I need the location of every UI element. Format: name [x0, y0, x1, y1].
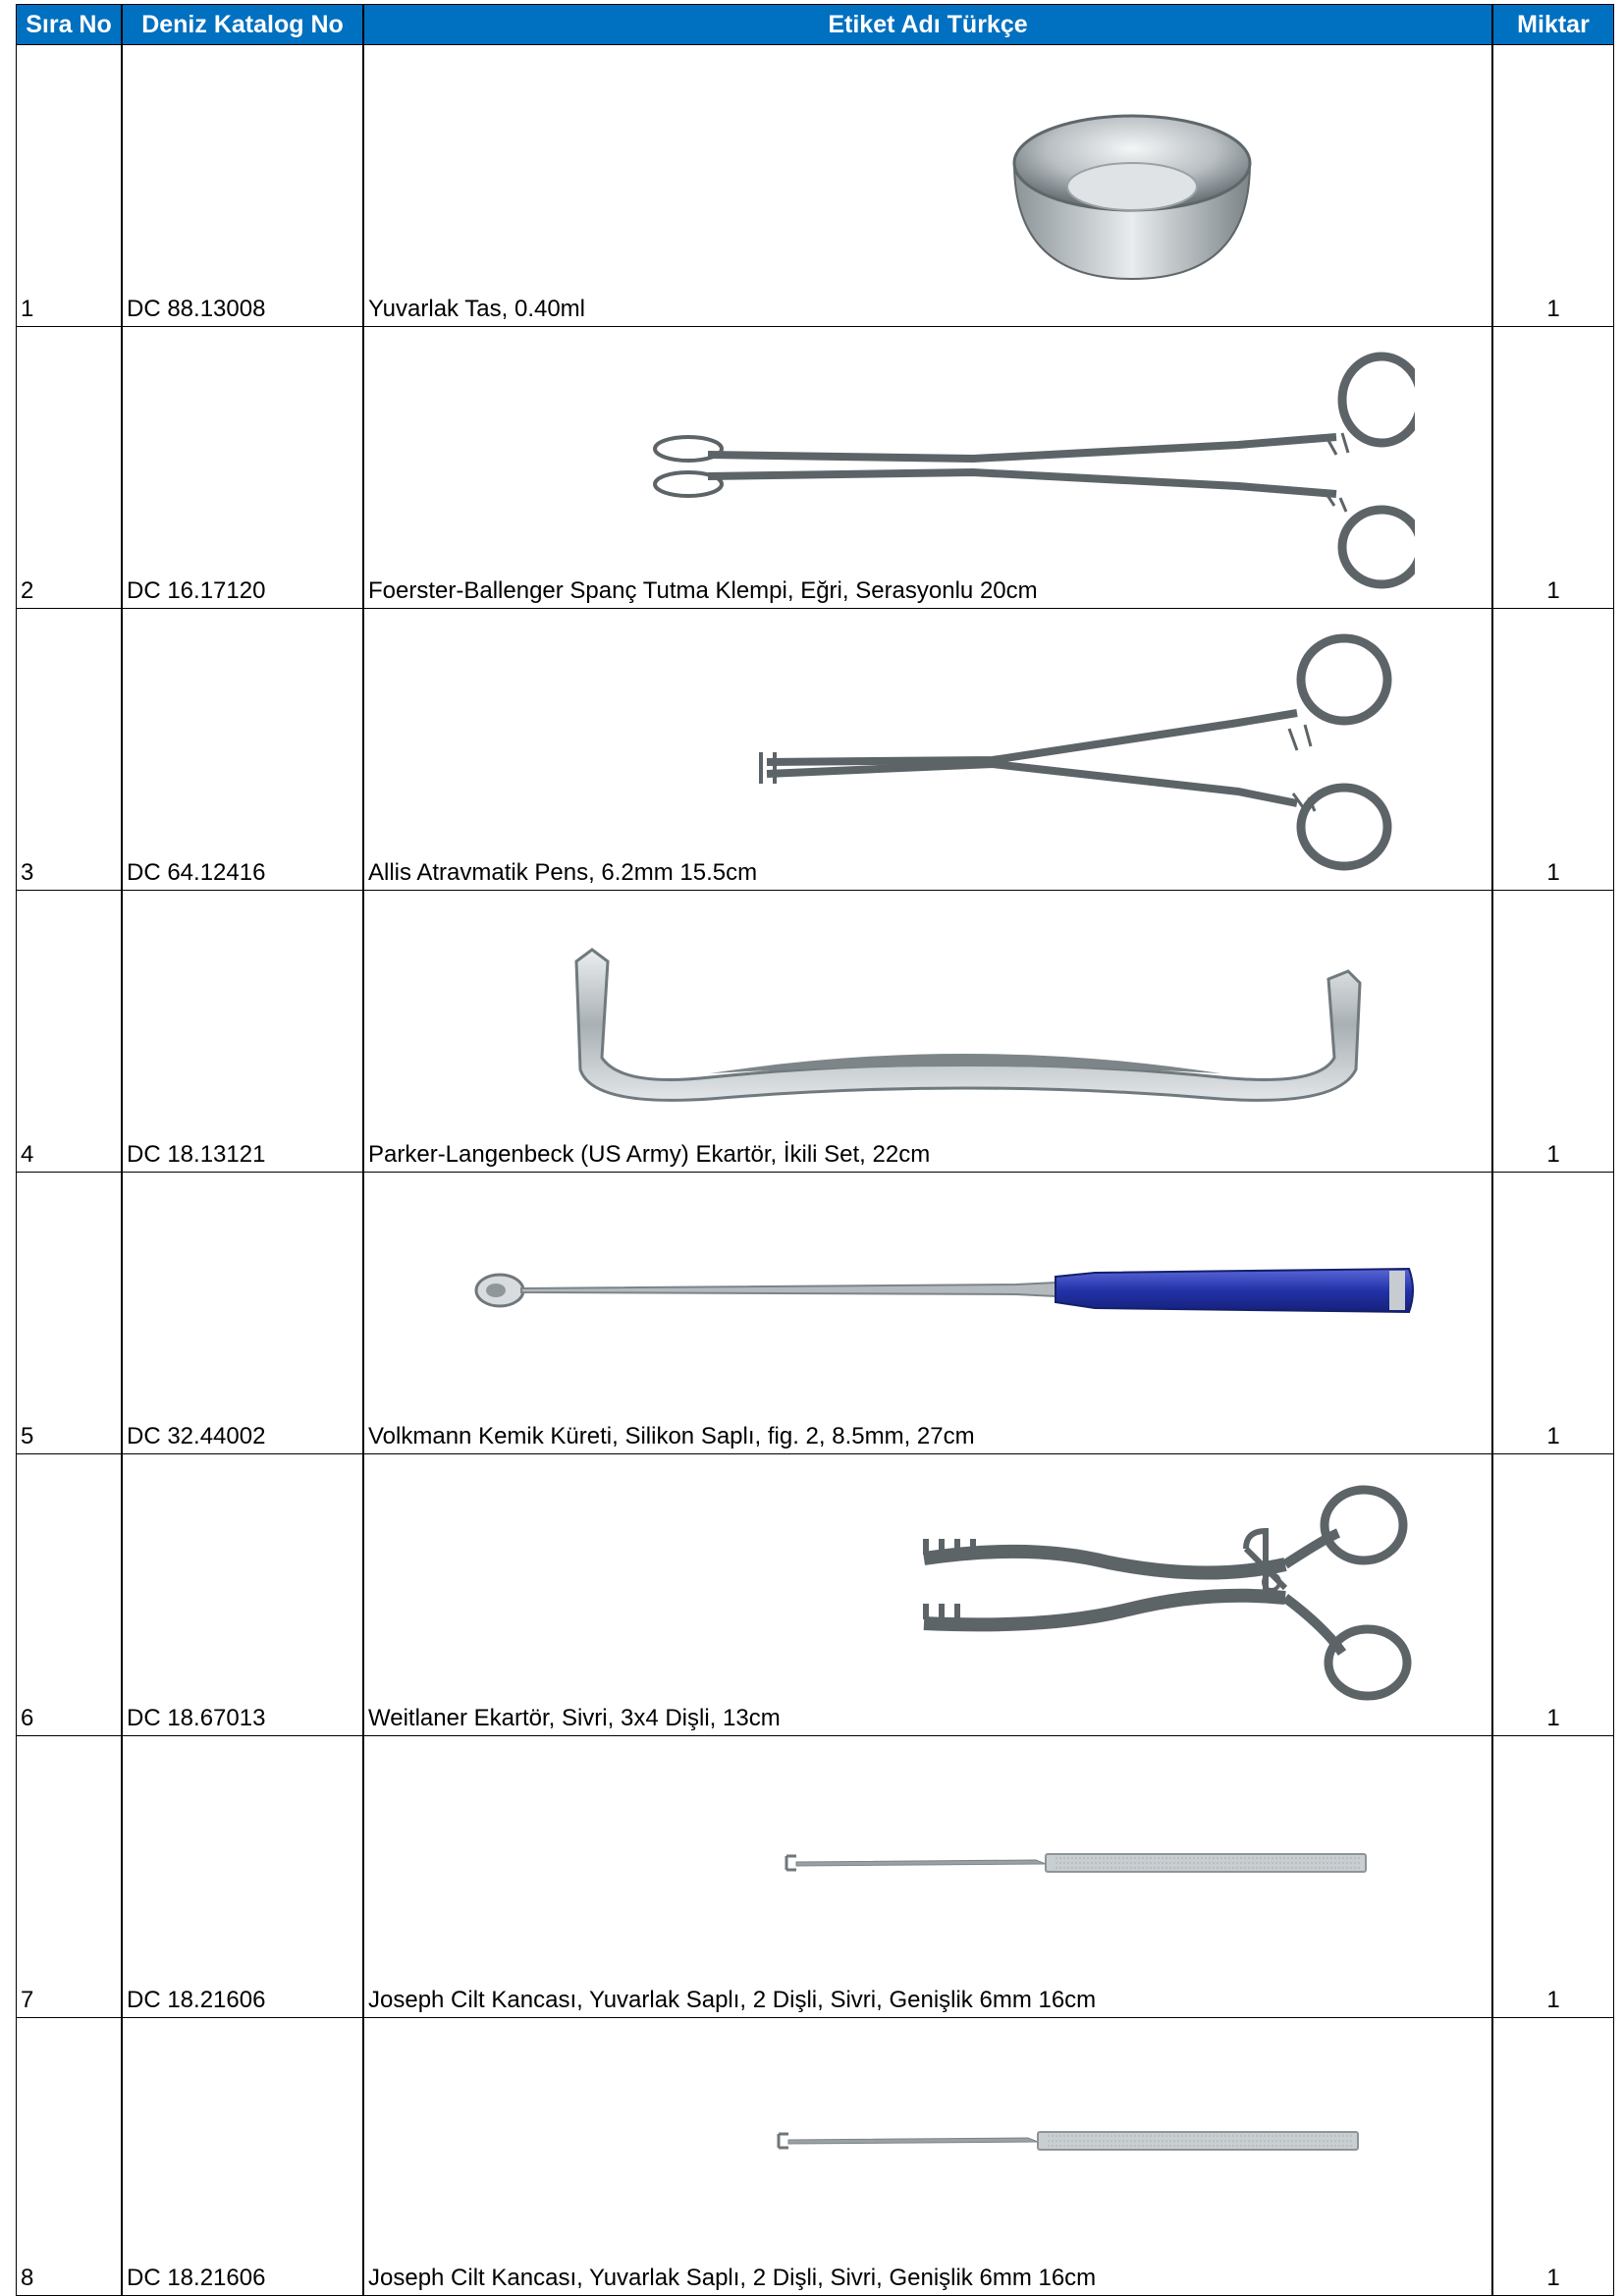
row-number: 5: [21, 1423, 34, 1449]
item-name: Yuvarlak Tas, 0.40ml: [368, 296, 586, 322]
row-number: 1: [21, 296, 34, 322]
table-row: [0, 1736, 1624, 2018]
cell-name: [363, 1172, 1492, 1454]
cell-catalog: [122, 2017, 363, 2296]
cell-name: [363, 608, 1492, 891]
cell-catalog: [122, 1453, 363, 1736]
catalog-number: DC 32.44002: [127, 1423, 266, 1449]
quantity: 1: [1546, 296, 1560, 322]
quantity: 1: [1546, 1141, 1560, 1168]
weitlaner-retractor-icon: [912, 1480, 1413, 1704]
cell-name: [363, 1453, 1492, 1736]
quantity: 1: [1546, 1987, 1560, 2013]
item-name: Parker-Langenbeck (US Army) Ekartör, İkili Set, 22cm: [368, 1141, 931, 1168]
cell-qty: [1492, 1735, 1614, 2018]
row-number: 2: [21, 577, 34, 604]
cell-name: [363, 326, 1492, 609]
cell-no: [16, 1172, 122, 1454]
table-row: [0, 45, 1624, 327]
cell-no: [16, 2017, 122, 2296]
table-row: [0, 327, 1624, 609]
catalog-number: DC 16.17120: [127, 577, 266, 604]
header-katalog-no: Deniz Katalog No: [122, 4, 363, 45]
cell-no: [16, 890, 122, 1173]
cell-qty: [1492, 608, 1614, 891]
cell-qty: [1492, 44, 1614, 327]
cell-qty: [1492, 1453, 1614, 1736]
cell-qty: [1492, 2017, 1614, 2296]
skin-hook-icon: [773, 2126, 1362, 2156]
cell-name: [363, 2017, 1492, 2296]
table-row: [0, 2018, 1624, 2296]
quantity: 1: [1546, 859, 1560, 886]
cell-no: [16, 44, 122, 327]
catalog-number: DC 18.13121: [127, 1141, 266, 1168]
cell-no: [16, 1453, 122, 1736]
cell-catalog: [122, 1735, 363, 2018]
cell-name: [363, 1735, 1492, 2018]
row-number: 3: [21, 859, 34, 886]
cell-catalog: [122, 608, 363, 891]
quantity: 1: [1546, 2265, 1560, 2291]
header-etiket-adi: Etiket Adı Türkçe: [363, 4, 1492, 45]
item-name: Joseph Cilt Kancası, Yuvarlak Saplı, 2 Dişli, Sivri, Genişlik 6mm 16cm: [368, 1987, 1097, 2013]
cell-qty: [1492, 890, 1614, 1173]
curette-icon: [466, 1247, 1417, 1326]
catalog-number: DC 88.13008: [127, 296, 266, 322]
cell-catalog: [122, 890, 363, 1173]
catalog-number: DC 64.12416: [127, 859, 266, 886]
row-number: 4: [21, 1141, 34, 1168]
item-name: Volkmann Kemik Küreti, Silikon Saplı, fig. 2, 8.5mm, 27cm: [368, 1423, 975, 1449]
cell-catalog: [122, 326, 363, 609]
table-row: [0, 1454, 1624, 1736]
row-number: 7: [21, 1987, 34, 2013]
skin-hook-icon: [781, 1848, 1370, 1878]
cell-name: [363, 44, 1492, 327]
item-name: Foerster-Ballenger Spanç Tutma Klempi, Eğri, Serasyonlu 20cm: [368, 577, 1038, 604]
cell-name: [363, 890, 1492, 1173]
cell-catalog: [122, 44, 363, 327]
catalog-number: DC 18.21606: [127, 2265, 266, 2291]
row-number: 8: [21, 2265, 34, 2291]
row-number: 6: [21, 1705, 34, 1731]
cell-catalog: [122, 1172, 363, 1454]
header-sira-no: Sıra No: [16, 4, 122, 45]
table-row: [0, 609, 1624, 891]
quantity: 1: [1546, 1423, 1560, 1449]
allis-forceps-icon: [747, 625, 1395, 876]
bowl-icon: [1008, 106, 1256, 285]
sponge-forceps-icon: [649, 339, 1415, 590]
cell-qty: [1492, 326, 1614, 609]
table-row: [0, 891, 1624, 1173]
retractor-icon: [563, 940, 1368, 1107]
catalog-number: DC 18.21606: [127, 1987, 266, 2013]
item-name: Weitlaner Ekartör, Sivri, 3x4 Dişli, 13cm: [368, 1705, 781, 1731]
item-name: Joseph Cilt Kancası, Yuvarlak Saplı, 2 Dişli, Sivri, Genişlik 6mm 16cm: [368, 2265, 1097, 2291]
cell-no: [16, 326, 122, 609]
table-row: [0, 1173, 1624, 1454]
catalog-number: DC 18.67013: [127, 1705, 266, 1731]
cell-no: [16, 1735, 122, 2018]
quantity: 1: [1546, 577, 1560, 604]
header-miktar: Miktar: [1492, 4, 1614, 45]
cell-qty: [1492, 1172, 1614, 1454]
item-name: Allis Atravmatik Pens, 6.2mm 15.5cm: [368, 859, 758, 886]
cell-no: [16, 608, 122, 891]
quantity: 1: [1546, 1705, 1560, 1731]
